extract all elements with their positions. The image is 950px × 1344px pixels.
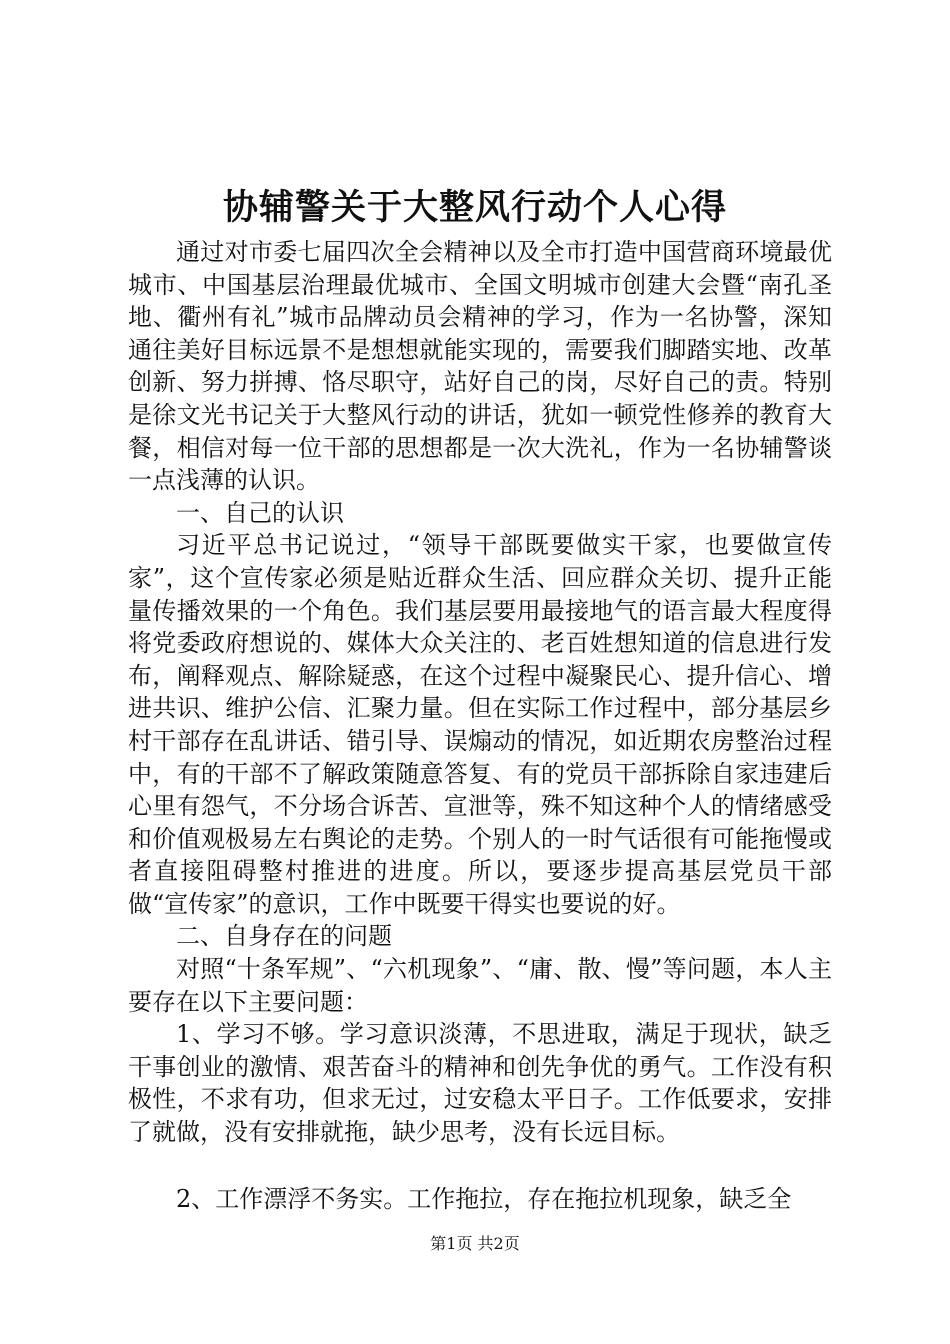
section-heading-2: 二、自身存在的问题 xyxy=(176,922,392,951)
section-1-paragraph: 习近平总书记说过，“领导干部既要做实干家，也要做宣传家”，这个宣传家必须是贴近群众生活、回应群众关切、提升正能量传播效果的一个角色。我们基层要用最接地气的语言最大程度得将党委政府想说的、媒体大众关注的、老百姓想知道的信息进行发布，阐释观点、解除疑惑，在这个过程中凝聚民心、提升信心、增进共识、维护公信、汇聚力量。但在实际工作过程中，部分基层乡村干部存在乱讲话、错引导、误煽动的情况，如近期农房整治过程中，有的干部不了解政策随意答复、有的党员干部拆除自家违建后心里有怨气，不分场合诉苦、宣泄等，殊不知这种个人的情绪感受和价值观极易左右舆论的走势。个别人的一时气话很有可能拖慢或者直接阻碍整村推进的进度。所以，要逐步提高基层党员干部做“宣传家”的意识，工作中既要干得实也要说的好。 xyxy=(128,531,832,918)
document-body xyxy=(128,236,832,1215)
document-title: 协辅警关于大整风行动个人心得 xyxy=(222,187,727,228)
problem-item-1: 1、学习不够。学习意识淡薄，不思进取，满足于现状，缺乏干事创业的激情、艰苦奋斗的精神和创先争优的勇气。工作没有积极性，不求有功，但求无过，过安稳太平日子。工作低要求，安排了就做，没有安排就拖，缺少思考，没有长远目标。 xyxy=(128,1020,832,1147)
section-heading-1: 一、自己的认识 xyxy=(176,498,344,527)
problem-item-2: 2、工作漂浮不务实。工作拖拉，存在拖拉机现象，缺乏全 xyxy=(176,1184,792,1213)
intro-paragraph: 通过对市委七届四次全会精神以及全市打造中国营商环境最优城市、中国基层治理最优城市、全国文明城市创建大会暨“南孔圣地、衢州有礼”城市品牌动员会精神的学习，作为一名协警，深知通往美好目标远景不是想想就能实现的，需要我们脚踏实地、改革创新、努力拼搏、恪尽职守，站好自己的岗，尽好自己的责。特别是徐文光书记关于大整风行动的讲话，犹如一顿党性修养的教育大餐，相信对每一位干部的思想都是一次大洗礼，作为一名协辅警谈一点浅薄的认识。 xyxy=(128,238,832,495)
page-footer: 第1页 共2页 xyxy=(430,1234,520,1253)
section-2-intro-paragraph: 对照“十条军规”、“六机现象”、“庸、散、慢”等问题，本人主要存在以下主要问题： xyxy=(128,955,832,1016)
